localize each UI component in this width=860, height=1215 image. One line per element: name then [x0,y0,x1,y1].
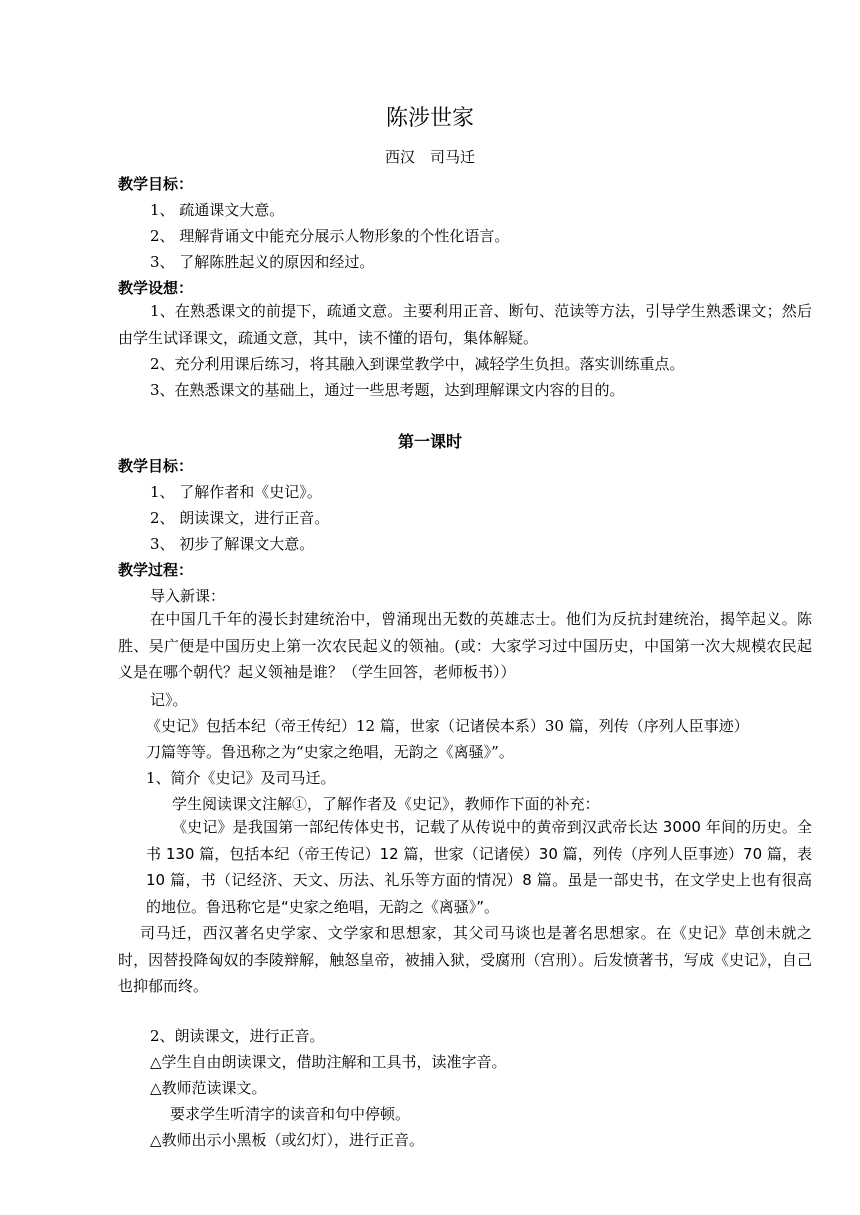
activity-item: 要求学生听清字的读音和句中停顿。 [170,1105,411,1123]
design-heading: 教学设想： [118,279,194,297]
goal-item: 2、 理解背诵文中能充分展示人物形象的个性化语言。 [150,227,510,245]
process-heading: 教学过程： [118,561,194,579]
design-item: 2、充分利用课后练习，将其融入到课堂教学中，减轻学生负担。落实训练重点。 [150,355,685,373]
design-item: 1、在熟悉课文的前提下，疏通文意。主要利用正音、断句、范读等方法，引导学生熟悉课文；然后由学生试译课文，疏通文意，其中，读不懂的语句，集体解疑。 [118,302,812,347]
activity-item: △教师出示小黑板（或幻灯），进行正音。 [150,1131,425,1149]
lesson-goals-heading: 教学目标： [118,457,194,475]
design-item: 3、在熟悉课文的基础上，通过一些思考题，达到理解课文内容的目的。 [150,381,625,399]
document-title: 陈涉世家 [385,106,474,131]
intro-paragraph: 在中国几千年的漫长封建统治中，曾涌现出无数的英雄志士。他们为反抗封建统治，揭竿起义。陈胜、吴广便是中国历史上第一次农民起义的领袖。(或：大家学习过中国历史，中国第一次大规模农民起义是在哪个朝代？起义领袖是谁？（学生回答，老师板书）） [118,610,812,681]
document-author: 西汉 司马迁 [384,148,475,166]
author-bio: 司马迁，西汉著名史学家、文学家和思想家，其父司马谈也是著名思想家。在《史记》草创未就之时，因替投降匈奴的李陵辩解，触怒皇帝，被捕入狱，受腐刑（宫刑）。后发愤著书，写成《史记》，自己也抑郁而终。 [118,924,812,995]
activity-item: △学生自由朗读课文，借助注解和工具书，读准字音。 [150,1053,507,1071]
fragment-text: 记》。 [150,691,188,709]
goals-heading: 教学目标： [118,175,194,193]
lesson-title: 第一课时 [397,432,462,451]
goal-item: 1、 疏通课文大意。 [150,201,285,219]
lesson-goal-item: 3、 初步了解课文大意。 [150,535,315,553]
step-note: 学生阅读课文注解①，了解作者及《史记》，教师作下面的补充： [172,795,600,813]
lesson-goal-item: 2、 朗读课文，进行正音。 [150,509,330,527]
goal-item: 3、 了解陈胜起义的原因和经过。 [150,253,375,271]
shiji-quote: 《史记》是我国第一部纪传体史书，记载了从传说中的黄帝到汉武帝长达 3000 年间的历史。全书 130 篇，包括本纪（帝王传记）12 篇，世家（记诸侯）30 篇，列传（序列人臣事迹）70 篇，表 10 篇，书（记经济、天文、历法、礼乐等方面的情况）8 篇。虽是一部史书，在文学史上也有很高的地位。鲁迅称它是“史家之绝唱，无韵之《离骚》”。 [146,818,812,916]
activity-item: △教师范读课文。 [150,1079,267,1097]
step-heading: 1、简介《史记》及司马迁。 [146,769,336,787]
step-heading: 2、朗读课文，进行正音。 [150,1027,325,1045]
shiji-intro-line: 《史记》包括本纪（帝王传纪）12 篇，世家（记诸侯本系）30 篇，列传（序列人臣事迹） [146,717,749,735]
lesson-goal-item: 1、 了解作者和《史记》。 [150,483,322,501]
shiji-intro-line: 刀篇等等。鲁迅称之为“史家之绝唱，无韵之《离骚》”。 [146,743,514,761]
intro-label: 导入新课： [150,587,226,605]
